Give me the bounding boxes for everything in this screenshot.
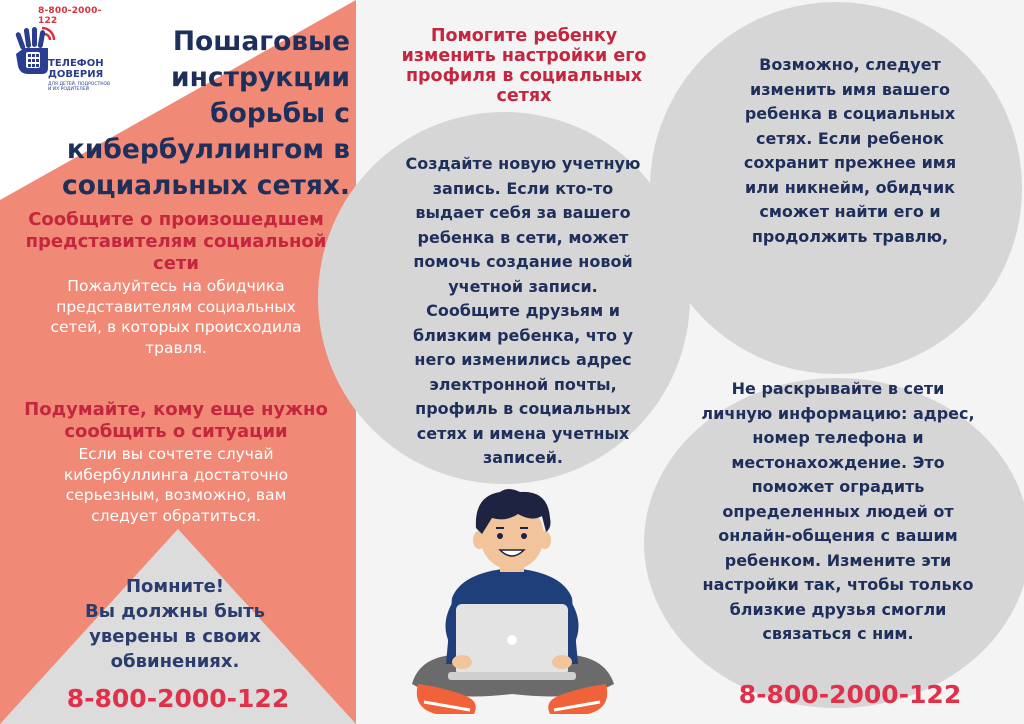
body-line: близкие друзья смогли: [729, 599, 947, 619]
body-line: номер телефона и: [752, 428, 924, 447]
body-line: определенных людей от: [722, 501, 954, 521]
body-line: серьезным, возможно, вам: [65, 486, 287, 504]
body-line: или никнейм, обидчик: [744, 177, 956, 197]
title-line: кибербуллингом в: [66, 134, 350, 165]
body-line: сетях. Если ребенок: [756, 128, 944, 148]
report-body: [4, 276, 348, 358]
logo-title-line: ТЕЛЕФОН: [48, 58, 104, 69]
body-line: следует обратиться.: [91, 506, 261, 525]
body-line: местонахождение. Это: [731, 452, 945, 472]
body-line: ребенка в сети, может: [417, 227, 629, 247]
body-line: Возможно, следует: [759, 55, 941, 74]
who-to-tell-body: [4, 444, 348, 526]
boy-with-laptop-illustration: [382, 488, 642, 724]
remember-line: Помните!: [125, 576, 225, 597]
heading-line: Помогите ребенку: [430, 26, 618, 46]
phone-number-left[interactable]: 8-800-2000-122: [66, 684, 290, 713]
page-title: [40, 24, 350, 204]
body-line: выдает себя за вашего: [415, 203, 631, 222]
body-line: продолжить травлю,: [751, 226, 949, 246]
body-line: онлайн-общения с вашим: [718, 526, 958, 545]
middle-body: [372, 152, 674, 471]
body-line: него изменились адрес: [414, 350, 632, 369]
remember-line: уверены в своих: [89, 626, 261, 647]
body-line: близким ребенка, что у: [412, 325, 634, 345]
body-line: электронной почты,: [429, 374, 617, 394]
bottom-right-body: [666, 377, 1010, 647]
phone-number-right[interactable]: 8-800-2000-122: [738, 680, 962, 709]
title-line: Пошаговые: [172, 26, 350, 57]
remember-line: обвинениях.: [110, 651, 240, 672]
body-line: запись. Если кто-то: [432, 178, 614, 198]
heading-line: сообщить о ситуации: [64, 421, 288, 442]
logo-phone-number: 8-800-2000-122: [38, 6, 102, 26]
body-line: ребенка в социальных: [744, 104, 956, 123]
who-to-tell-heading: [4, 399, 348, 443]
body-line: сетей, в которых происходила: [50, 318, 302, 336]
title-line: борьбы с: [210, 98, 350, 129]
heading-line: Подумайте, кому еще нужно: [24, 399, 328, 420]
heading-line: представителям социальной: [25, 231, 327, 252]
logo-title-line: ДОВЕРИЯ: [48, 69, 104, 80]
body-line: записей.: [483, 448, 563, 467]
body-line: сможет найти его и: [759, 202, 941, 221]
middle-heading: [366, 26, 682, 106]
title-line: инструкции: [171, 62, 350, 93]
logo-subtitle: ДЛЯ ДЕТЕЙ, ПОДРОСТКОВ И ИХ РОДИТЕЛЕЙ: [48, 82, 111, 92]
body-line: Сообщите друзьям и: [426, 301, 620, 320]
body-line: травля.: [145, 338, 207, 357]
body-line: Не раскрывайте в сети: [731, 379, 945, 398]
heading-line: профиля в социальных: [405, 66, 643, 86]
heading-line: сети: [153, 253, 199, 274]
body-line: поможет оградить: [751, 477, 925, 496]
report-heading: [4, 209, 348, 275]
title-line: социальных сетях.: [62, 170, 350, 201]
remember-note: [40, 574, 310, 674]
body-line: помочь создание новой: [413, 252, 633, 271]
body-line: представителям социальных: [56, 297, 296, 316]
body-line: кибербуллинга достаточно: [63, 465, 289, 484]
heading-line: Сообщите о произошедшем: [28, 209, 324, 230]
heading-line: изменить настройки его: [401, 46, 647, 66]
body-line: профиль в социальных: [415, 399, 631, 418]
body-line: сетях и имена учетных: [416, 423, 630, 443]
body-line: изменить имя вашего: [750, 79, 950, 99]
body-line: личную информацию: адрес,: [701, 403, 975, 423]
body-line: Если вы сочтете случай: [78, 445, 274, 463]
body-line: настройки так, чтобы только: [702, 575, 974, 594]
body-line: Создайте новую учетную: [405, 154, 641, 173]
body-line: ребенком. Измените эти: [724, 550, 952, 570]
heading-line: сетях: [496, 86, 552, 106]
body-line: сохранит прежнее имя: [743, 153, 957, 172]
body-line: связаться с ним.: [762, 624, 914, 643]
body-line: учетной записи.: [448, 276, 598, 296]
body-line: Пожалуйтесь на обидчика: [67, 277, 285, 295]
remember-line: Вы должны быть: [85, 601, 265, 622]
top-right-body: [700, 53, 1000, 249]
